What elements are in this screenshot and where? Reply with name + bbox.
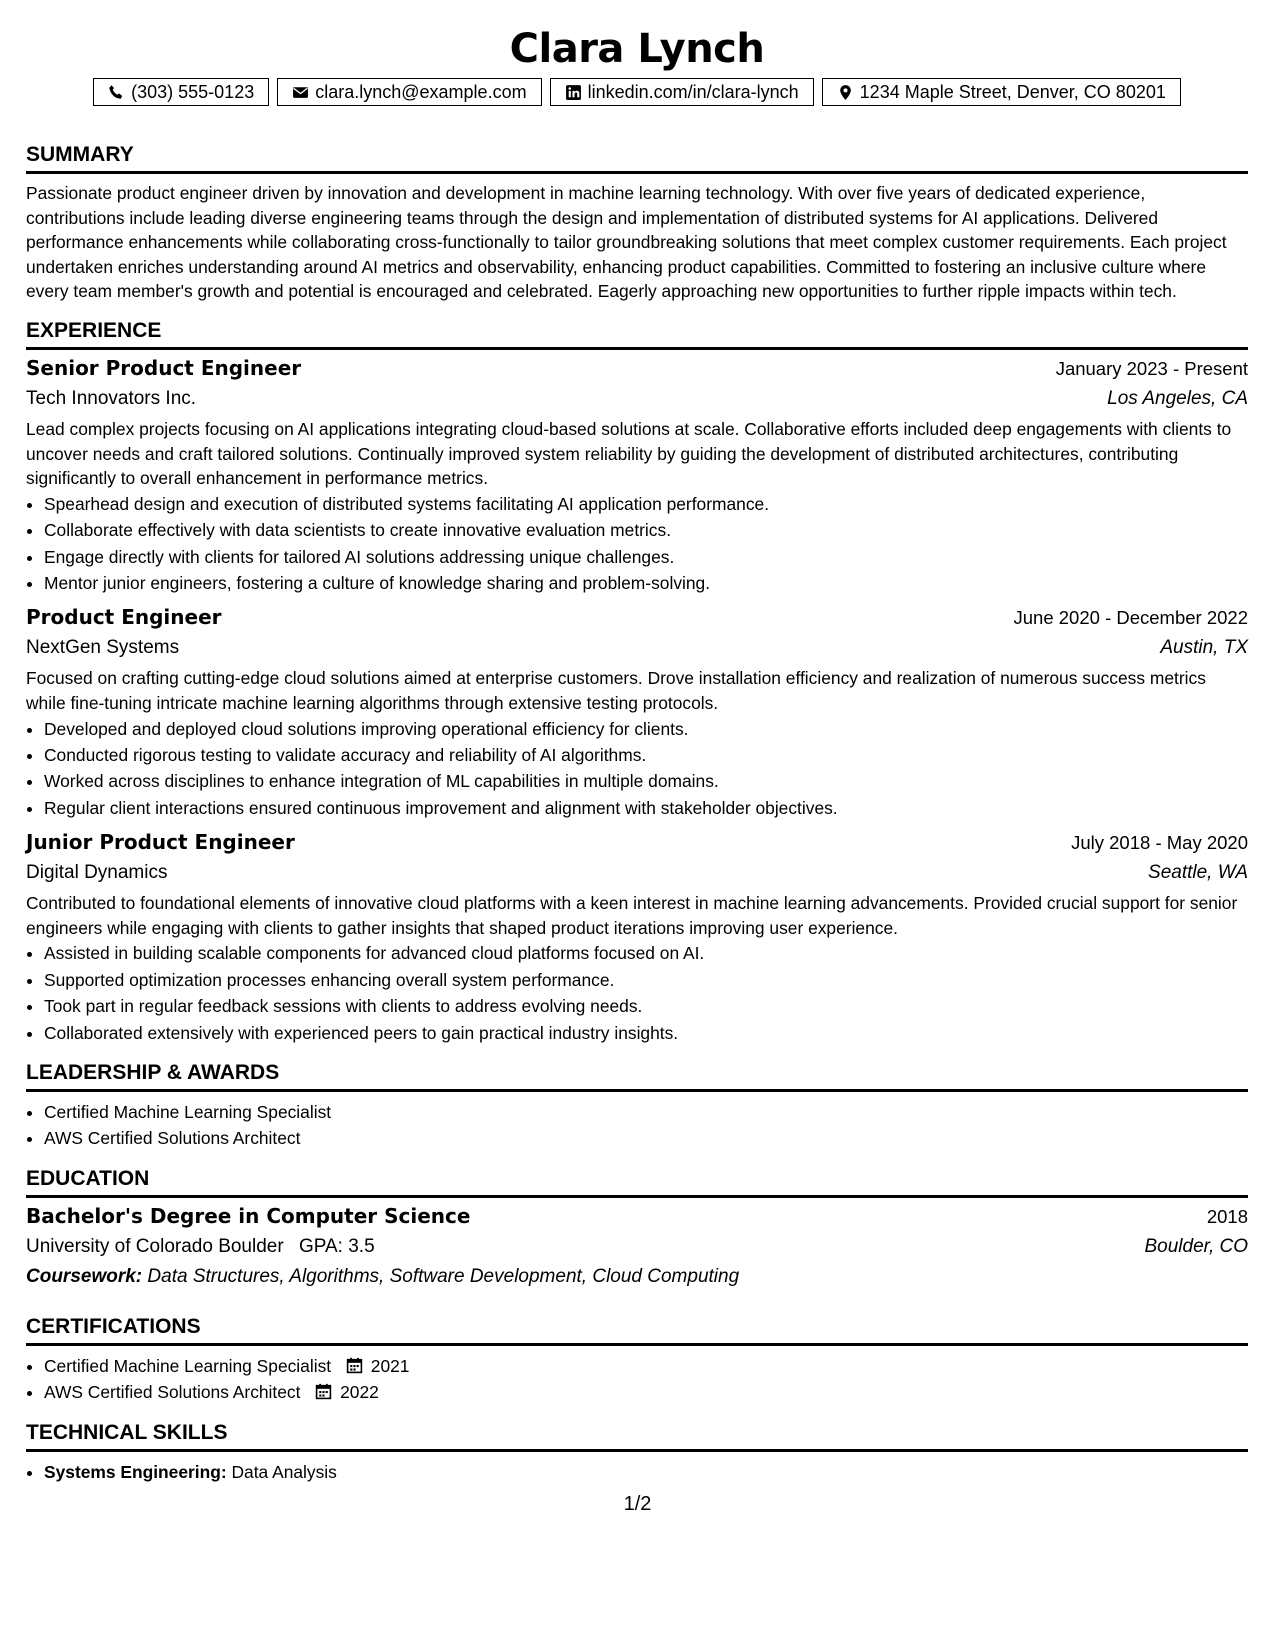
- linkedin-text: linkedin.com/in/clara-lynch: [587, 81, 799, 102]
- contact-email[interactable]: [277, 78, 541, 106]
- envelope-icon: [292, 84, 309, 101]
- skills-list: [26, 1459, 1248, 1485]
- job-location: Seattle, WA: [1148, 862, 1248, 884]
- school-location: Boulder, CO: [1144, 1235, 1248, 1257]
- job-location: Austin, TX: [1160, 637, 1248, 659]
- job-title: Junior Product Engineer: [26, 830, 295, 855]
- graduation-year: 2018: [1206, 1205, 1248, 1227]
- list-item: • Took part in regular feedback sessions with clients to address evolving needs.: [44, 993, 1248, 1019]
- list-item: • Collaborated extensively with experienced peers to gain practical industry insights.: [44, 1020, 1248, 1046]
- job-date: July 2018 - May 2020: [1071, 832, 1248, 854]
- skills-heading: TECHNICAL SKILLS: [26, 1420, 228, 1444]
- list-item: • Regular client interactions ensured continuous improvement and alignment with stakeholder objectives.: [44, 795, 1248, 821]
- list-item: • Supported optimization processes enhancing overall system performance.: [44, 967, 1248, 993]
- job-date: January 2023 - Present: [1055, 357, 1248, 379]
- list-item: • Assisted in building scalable components for advanced cloud platforms focused on AI.: [44, 940, 1248, 966]
- list-item: • Spearhead design and execution of distributed systems facilitating AI application performance.: [44, 491, 1248, 517]
- resume-page: [26, 0, 1248, 1485]
- experience-heading: EXPERIENCE: [26, 318, 162, 342]
- coursework-list: Data Structures, Algorithms, Software Development, Cloud Computing: [147, 1265, 740, 1287]
- leadership-list: [26, 1099, 1248, 1152]
- job-entry: [26, 827, 1248, 1046]
- list-item: • Certified Machine Learning Specialist: [44, 1099, 1248, 1125]
- skill-category: Systems Engineering:: [44, 1461, 227, 1482]
- certifications-list: [26, 1353, 1248, 1406]
- certifications-heading: CERTIFICATIONS: [26, 1314, 201, 1338]
- list-item: • Conducted rigorous testing to validate accuracy and reliability of AI algorithms.: [44, 742, 1248, 768]
- map-pin-icon: [837, 84, 854, 101]
- coursework: [26, 1262, 1248, 1292]
- company-name: NextGen Systems: [26, 637, 180, 659]
- education-section: [26, 1166, 1248, 1292]
- section-divider: [26, 1343, 1248, 1346]
- list-item: [44, 1353, 1248, 1379]
- contact-address[interactable]: [822, 78, 1181, 106]
- degree-title: Bachelor's Degree in Computer Science: [26, 1203, 471, 1228]
- job-location: Los Angeles, CA: [1107, 387, 1248, 409]
- certifications-section: [26, 1314, 1248, 1406]
- company-name: Digital Dynamics: [26, 862, 168, 884]
- job-date: June 2020 - December 2022: [1013, 607, 1248, 629]
- job-bullets: [26, 940, 1248, 1046]
- list-item: • AWS Certified Solutions Architect: [44, 1125, 1248, 1151]
- calendar-icon: [346, 1357, 363, 1374]
- section-divider: [26, 1449, 1248, 1452]
- summary-heading: SUMMARY: [26, 143, 134, 166]
- list-item: • Engage directly with clients for tailored AI solutions addressing unique challenges.: [44, 544, 1248, 570]
- job-description: Lead complex projects focusing on AI applications integrating cloud-based solutions at scale. Collaborative efforts included deep engagements with clients to uncover needs and craft tailored solutions. Continually improved system reliability by guiding the development of distributed architectures, contributing significantly to overall enhancement in performance metrics.: [26, 418, 1232, 489]
- gpa-text: GPA: 3.5: [298, 1235, 375, 1257]
- certification-name: AWS Certified Solutions Architect: [44, 1382, 301, 1403]
- contact-bar: [26, 78, 1248, 106]
- job-bullets: [26, 491, 1248, 597]
- education-heading: EDUCATION: [26, 1166, 150, 1190]
- job-entry: [26, 602, 1248, 821]
- certification-year: 2022: [340, 1382, 379, 1403]
- list-item: [44, 1379, 1248, 1405]
- contact-linkedin[interactable]: [550, 78, 814, 106]
- company-name: Tech Innovators Inc.: [26, 387, 197, 409]
- job-description: Contributed to foundational elements of innovative cloud platforms with a keen interest in machine learning advancements. Provided crucial support for senior engineers while engaging with clients to gather insights that shaped product iterations improving user experience.: [26, 893, 1238, 938]
- summary-text: Passionate product engineer driven by innovation and development in machine learning technology. With over five years of dedicated experience, contributions include leading diverse engineering teams through the design and implementation of distributed systems for AI applications. Delivered performance enhancements while collaborating cross-functionally to tailor groundbreaking solutions that meet complex customer requirements. Each project undertaken enriches understanding around AI metrics and observability, enhancing product capabilities. Committed to fostering an inclusive culture where every team member's growth and potential is encouraged and celebrated. Eagerly approaching new opportunities to further ripple impacts within tech.: [26, 183, 1227, 302]
- skill-value: Data Analysis: [231, 1461, 337, 1482]
- experience-section: [26, 318, 1248, 1046]
- certification-name: Certified Machine Learning Specialist: [44, 1355, 332, 1376]
- list-item: • Collaborate effectively with data scientists to create innovative evaluation metrics.: [44, 517, 1248, 543]
- job-entry: [26, 353, 1248, 596]
- leadership-heading: LEADERSHIP & AWARDS: [26, 1061, 280, 1084]
- address-text: 1234 Maple Street, Denver, CO 80201: [859, 81, 1166, 102]
- list-item: • Worked across disciplines to enhance integration of ML capabilities in multiple domains.: [44, 768, 1248, 794]
- job-bullets: [26, 716, 1248, 822]
- contact-phone[interactable]: [93, 78, 269, 106]
- coursework-label: Coursework:: [26, 1265, 143, 1287]
- section-divider: [26, 1195, 1248, 1198]
- calendar-icon: [315, 1383, 332, 1400]
- section-divider: [26, 347, 1248, 350]
- candidate-name: Clara Lynch: [509, 26, 765, 72]
- section-divider: [26, 1089, 1248, 1092]
- phone-text: (303) 555-0123: [131, 81, 255, 102]
- list-item: • Developed and deployed cloud solutions improving operational efficiency for clients.: [44, 716, 1248, 742]
- section-divider: [26, 171, 1248, 174]
- email-text: clara.lynch@example.com: [315, 81, 527, 102]
- school-name: University of Colorado Boulder: [26, 1235, 284, 1257]
- certification-year: 2021: [370, 1355, 410, 1376]
- page-number: 1/2: [623, 1493, 652, 1515]
- phone-icon: [108, 84, 125, 101]
- linkedin-icon: [565, 84, 582, 101]
- job-description: Focused on crafting cutting-edge cloud solutions aimed at enterprise customers. Drove installation efficiency and realization of numerous success metrics while fine-tuning intricate machine learning algorithms through extensive testing protocols.: [26, 668, 1206, 713]
- summary-section: [26, 142, 1248, 304]
- job-title: Product Engineer: [26, 605, 222, 630]
- skills-section: [26, 1420, 1248, 1485]
- list-item: • Mentor junior engineers, fostering a culture of knowledge sharing and problem-solving.: [44, 570, 1248, 596]
- list-item: [44, 1459, 1248, 1485]
- leadership-section: [26, 1060, 1248, 1152]
- job-title: Senior Product Engineer: [26, 355, 302, 380]
